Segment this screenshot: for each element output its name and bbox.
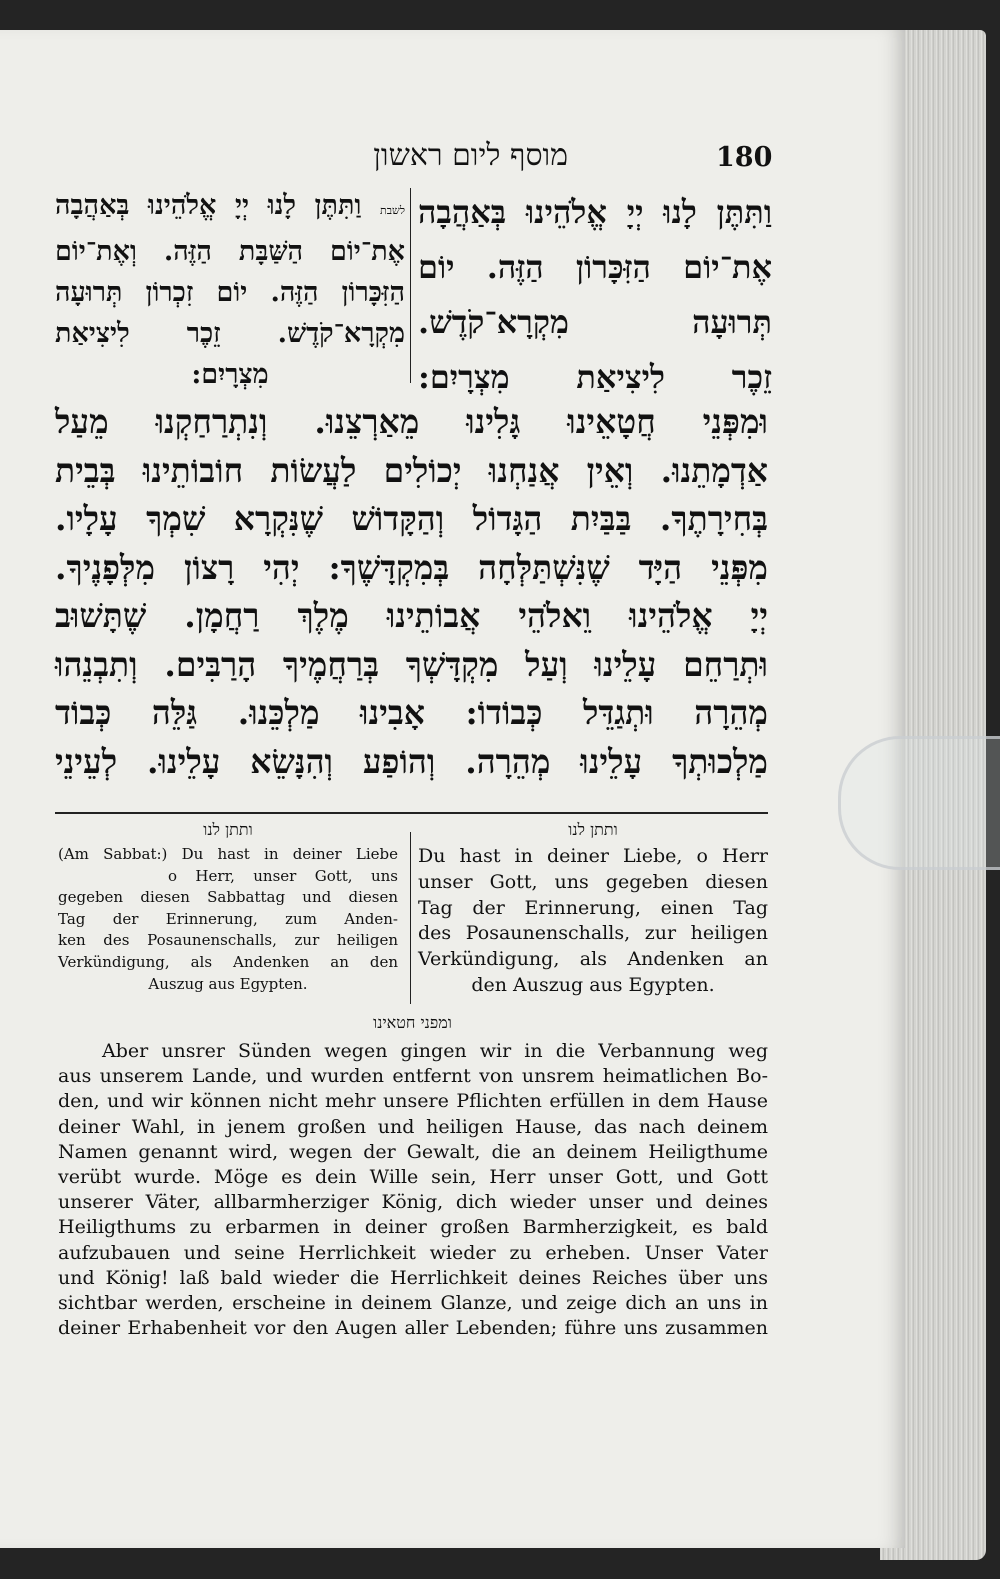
hebrew-line: מִקְרָא־קֹדֶשׁ. זֵכֶר לִיצִיאַת <box>55 318 405 349</box>
german-line: gegeben diesen Sabbattag und diesen <box>58 888 398 907</box>
german-right-column <box>418 820 768 999</box>
german-line: Du hast in deiner Liebe, o Herr <box>418 845 768 867</box>
german-line: Namen genannt wird, wegen der Gewalt, die an deinem Heiligthume <box>58 1140 768 1163</box>
german-line: den Auszug aus Egypten. <box>471 973 715 996</box>
hebrew-line: אֶת־יוֹם הַשַּׁבָּת הַזֶּה. וְאֶת־יוֹם <box>55 236 405 267</box>
german-line: und König! laß bald wieder die Herrlichkeit deines Reiches über uns <box>58 1266 768 1289</box>
hebrew-line: אַדְמָתֵנוּ. וְאֵין אֲנַחְנוּ יְכוֹלִים לַעֲשׂוֹת חוֹבוֹתֵינוּ בְּבֵית <box>55 450 768 490</box>
german-line: o Herr, unser Gott, uns <box>168 866 398 885</box>
german-line: unser Gott, uns gegeben diesen <box>418 870 768 893</box>
hebrew-line: וַתִּתֶּן לָנוּ יְיָ אֱלֹהֵינוּ בְּאַהֲבָה <box>418 193 772 231</box>
page-header <box>58 138 773 186</box>
german-line: ken des Posaunenschalls, zur heiligen <box>58 931 398 950</box>
hebrew-line: יְיָ אֱלֹהֵינוּ וֵאלֹהֵי אֲבוֹתֵינוּ מֶלֶךְ רַחֲמָן. שֶׁתָּשׁוּב <box>55 596 768 635</box>
german-main-text <box>58 1039 768 1341</box>
hebrew-line: מַלְכוּתְךָ עָלֵינוּ מְהֵרָה. וְהוֹפַע וְהִנָּשֵׂא עָלֵינוּ. לְעֵינֵי <box>55 741 768 781</box>
german-line: den, und wir können nicht mehr unsere Pflichten erfüllen in dem Hause <box>58 1090 768 1113</box>
page-number: 180 <box>716 142 773 173</box>
hebrew-line: מְהֵרָה וּתְגַדֵּל כְּבוֹדוֹ: אָבִינוּ מַלְכֵּנוּ. גַּלֵּה כְּבוֹד <box>55 693 768 732</box>
hebrew-line: מִצְרָיִם: <box>191 359 269 390</box>
german-line: (Am Sabbat:) Du hast in deiner Liebe <box>58 845 398 863</box>
german-line: deiner Wahl, in jenem großen und heiligen Hause, das nach deinem <box>58 1115 768 1138</box>
hebrew-line: וּתְרַחֵם עָלֵינוּ וְעַל מִקְדָּשְׁךָ בְּרַחֲמֶיךָ הָרַבִּים. וְתִבְנֵהוּ <box>55 644 768 684</box>
hebrew-line: לשבת וַתִּתֶּן לָנוּ יְיָ אֱלֹהֵינוּ בְּאַהֲבָה <box>55 190 405 221</box>
column-heading: ותתן לנו <box>203 820 253 839</box>
hebrew-line: תְּרוּעָה מִקְרָא־קֹדֶשׁ. <box>418 303 772 341</box>
hebrew-main-text <box>55 398 768 786</box>
page-clip <box>838 736 1000 870</box>
german-line: verübt wurde. Möge es dein Wille sein, Herr unser Gott, und Gott <box>58 1166 768 1189</box>
hebrew-line: זֵכֶר לִיצִיאַת מִצְרָיִם: <box>418 358 772 396</box>
hebrew-line: וּמִפְּנֵי חֲטָאֵינוּ גָּלִינוּ מֵאַרְצֵנוּ. וְנִתְרַחַקְנוּ מֵעַל <box>55 402 768 441</box>
running-title: מוסף ליום ראשון <box>373 138 568 173</box>
german-line: Verkündigung, als Andenken an <box>418 948 768 971</box>
german-line: sichtbar werden, erscheine in deinem Glanze, und zeige dich an uns in <box>58 1292 768 1315</box>
german-line: Auszug aus Egypten. <box>148 974 308 993</box>
german-left-column <box>58 820 398 995</box>
column-rule-hebrew <box>410 188 411 383</box>
german-line: deiner Erhabenheit vor den Augen aller Lebenden; führe uns zusammen <box>58 1317 768 1340</box>
german-line: Tag der Erinnerung, zum Anden- <box>58 909 398 928</box>
section-heading: ומפני חטאינו <box>373 1013 452 1032</box>
column-heading: ותתן לנו <box>568 820 618 839</box>
german-line: Verkündigung, als Andenken an den <box>58 952 398 971</box>
german-line: Heiligthums zu erbarmen in deiner großen Barmherzigkeit, es bald <box>58 1216 768 1239</box>
marginal-note: לשבת <box>380 204 405 217</box>
hebrew-right-column <box>418 185 772 405</box>
hebrew-line: מִפְּנֵי הַיָּד שֶׁנִּשְׁתַּלְּחָה בְּמִקְדָּשֶׁךָ: יְהִי רָצוֹן מִלְּפָנֶיךָ. <box>55 547 768 587</box>
german-line: Aber unsrer Sünden wegen gingen wir in die Verbannung weg <box>102 1040 768 1062</box>
german-line: unserer Väter, allbarmherziger König, dich wieder unser und deines <box>58 1191 768 1214</box>
german-line: aufzubauen und seine Herrlichkeit wieder zu erheben. Unser Vater <box>58 1241 768 1264</box>
german-line: aus unserem Lande, und wurden entfernt von unsrem heimatlichen Bo- <box>58 1065 768 1088</box>
german-line: des Posaunenschalls, zur heiligen <box>418 922 768 945</box>
hebrew-line: הַזִּכָּרוֹן הַזֶּה. יוֹם זִכְרוֹן תְּרוּעָה <box>55 277 405 308</box>
german-line: Tag der Erinnerung, einen Tag <box>418 896 768 919</box>
column-rule-german <box>410 832 411 1004</box>
hebrew-line: אֶת־יוֹם הַזִּכָּרוֹן הַזֶּה. יוֹם <box>418 248 772 286</box>
hebrew-line: בְּחִירָתֶךָ. בַּבַּיִת הַגָּדוֹל וְהַקָּדוֹשׁ שֶׁנִּקְרָא שִׁמְךָ עָלָיו. <box>55 499 768 538</box>
hebrew-left-column <box>55 185 405 395</box>
section-divider <box>55 812 768 814</box>
